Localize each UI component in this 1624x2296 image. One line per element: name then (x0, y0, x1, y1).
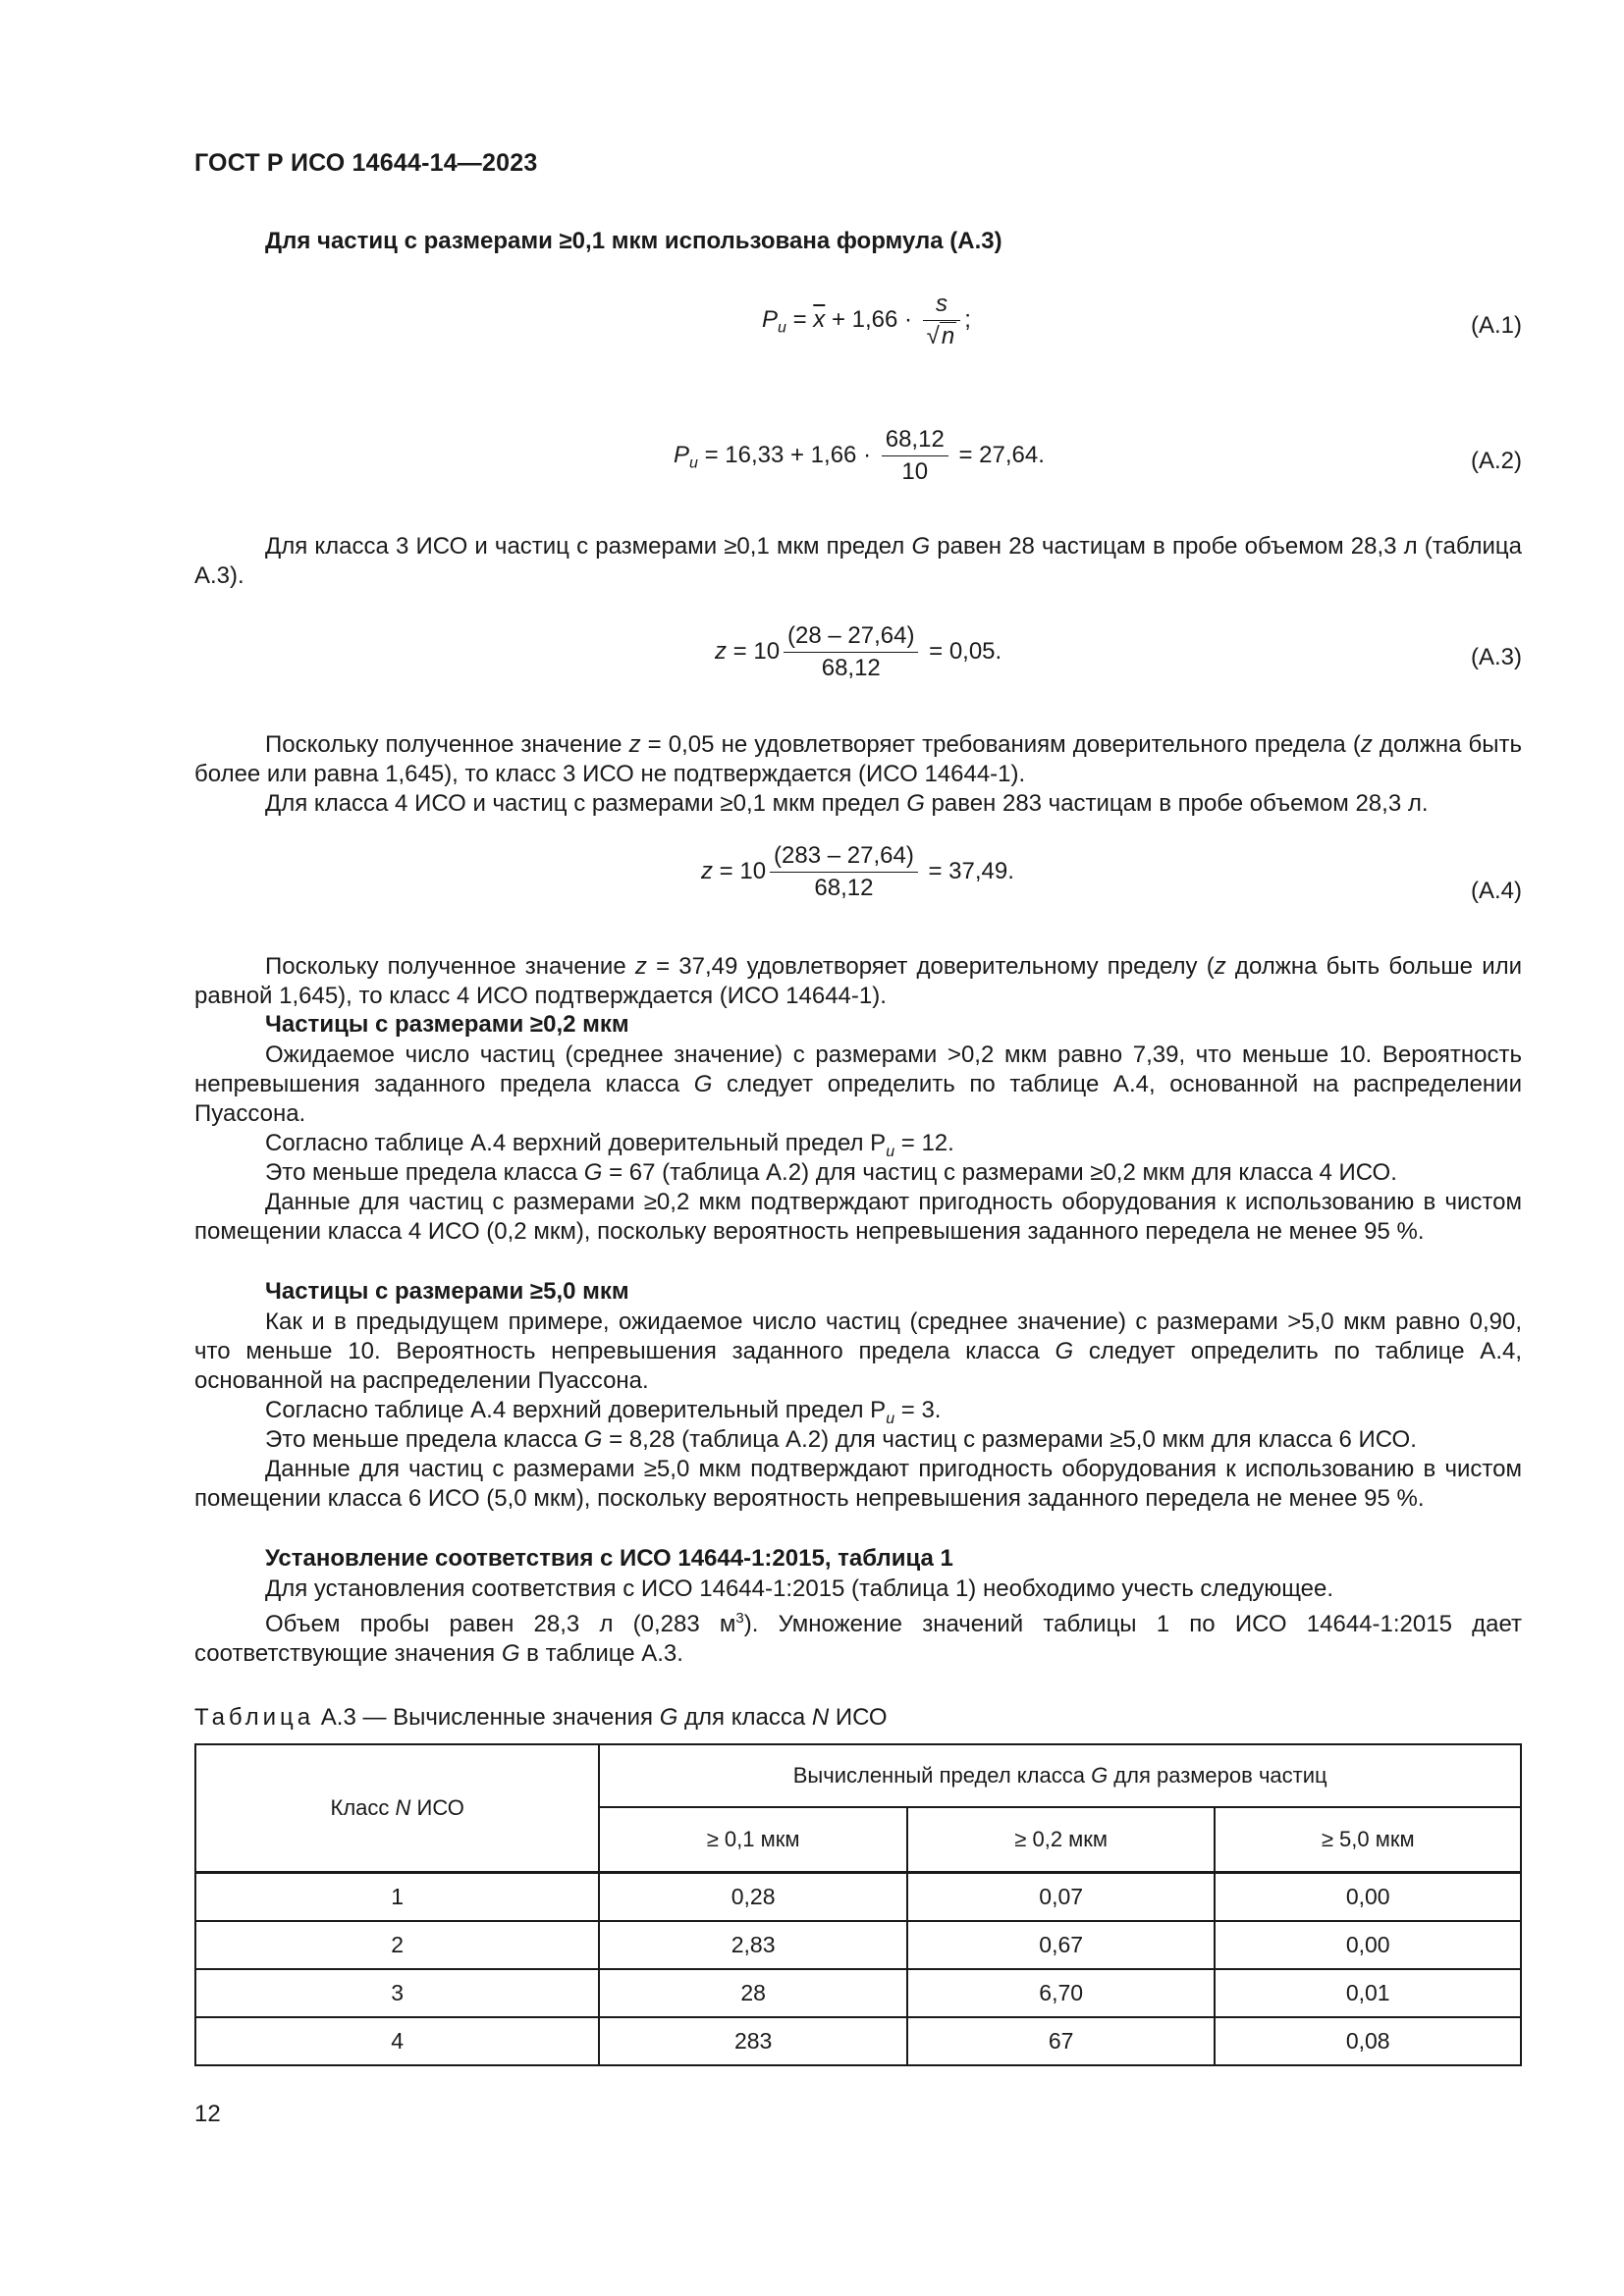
table-cell-class: 4 (195, 2017, 599, 2065)
paragraph-class3-not-confirmed: Поскольку полученное значение z = 0,05 не удовлетворяет требованиям доверительного предела (z должна быть более или равна 1,645), то класс 3 ИСО не подтверждается (ИСО 14644-1). (194, 731, 1523, 787)
table-cell-5-0um: 0,08 (1215, 2017, 1521, 2065)
table-header-class-text: Класс N ИСО (330, 1795, 464, 1820)
paragraph-0-2um-conclusion: Данные для частиц с размерами ≥0,2 мкм подтверждают пригодность оборудования к использованию в чистом помещении класса 4 ИСО (0,2 мкм), поскольку вероятность непревышения заданного передела не менее 95 %. (194, 1189, 1522, 1245)
eq2-tail: = 27,64. (951, 441, 1045, 468)
table-cell-0-2um: 0,67 (907, 1921, 1216, 1969)
table-cell-5-0um: 0,00 (1215, 1921, 1521, 1969)
eq1-denominator: n (941, 323, 955, 349)
eq4-mid: = 10 (713, 857, 767, 884)
page-number: 12 (194, 2101, 221, 2127)
table-row (195, 1921, 1521, 1969)
eq4-denominator: 68,12 (814, 875, 874, 901)
table-row (195, 1873, 1521, 1922)
eq3-mid: = 10 (727, 637, 781, 665)
eq3-denominator: 68,12 (821, 655, 881, 681)
eq3-tail: = 0,05. (922, 637, 1002, 665)
table-header-class (195, 1744, 599, 1873)
eq4-numerator: (283 – 27,64) (770, 842, 918, 873)
paragraph-5-0um-less-than: Это меньше предела класса G = 8,28 (таблица А.2) для частиц с размерами ≥5,0 мкм для класса 6 ИСО. (265, 1426, 1417, 1453)
table-caption (194, 1704, 888, 1732)
para10-sub: u (886, 1410, 895, 1427)
eq1-mid: + 1,66 · (825, 305, 919, 333)
equation-label-a2: (А.2) (1470, 448, 1522, 474)
table-cell-0-1um: 28 (599, 1969, 907, 2017)
para6-value: = 12. (894, 1130, 954, 1156)
eq1-xbar: $\overline{x}$ (813, 305, 826, 333)
eq2-numerator: 68,12 (882, 426, 948, 456)
table-cell-0-1um: 283 (599, 2017, 907, 2065)
para10-value: = 3. (894, 1397, 942, 1423)
subsection-compliance-title: Установление соответствия с ИСО 14644-1:2015, таблица 1 (265, 1545, 953, 1572)
table-header-group: Вычисленный предел класса G для размеров частиц (599, 1744, 1521, 1807)
eq1-equals: = (785, 305, 814, 333)
table-caption-label: Таблица (194, 1704, 315, 1731)
table-subheader-5-0um: ≥ 5,0 мкм (1215, 1807, 1521, 1873)
table-cell-5-0um: 0,00 (1215, 1873, 1521, 1922)
eq3-fraction (784, 622, 918, 682)
eq2-lhs-sub: u (689, 454, 698, 472)
paragraph-0-2um-expected: Ожидаемое число частиц (среднее значение) с размерами >0,2 мкм равно 7,39, что меньше 10. Вероятность непревышения заданного предела класса G следует определить по таблице А.4, основанной на распределении Пуассона. (194, 1041, 1522, 1127)
eq2-denominator: 10 (901, 458, 929, 485)
eq2-mid: = 16,33 + 1,66 · (697, 441, 878, 468)
eq3-numerator: (28 – 27,64) (784, 622, 918, 653)
table-a3 (194, 1743, 1522, 2066)
formula-intro: Для частиц с размерами ≥0,1 мкм использована формула (А.3) (265, 228, 1002, 254)
table-cell-0-2um: 67 (907, 2017, 1216, 2065)
eq1-fraction: $\frac{s}{√n}$ (923, 291, 961, 350)
table-cell-class: 2 (195, 1921, 599, 1969)
eq1-lhs: P (762, 305, 779, 333)
equation-a4 (701, 842, 1014, 902)
paragraph-5-0um-expected: Как и в предыдущем примере, ожидаемое число частиц (среднее значение) с размерами >5,0 мкм равно 0,90, что меньше 10. Вероятность непревышения заданного предела класса G следует определить по таблице А.4, основанной на распределении Пуассона. (194, 1308, 1522, 1394)
subsection-5-0um-title: Частицы с размерами ≥5,0 мкм (265, 1278, 629, 1305)
table-cell-0-2um: 6,70 (907, 1969, 1216, 2017)
table-cell-0-2um: 0,07 (907, 1873, 1216, 1922)
table-cell-0-1um: 0,28 (599, 1873, 907, 1922)
equation-a2 (674, 426, 1045, 486)
eq3-lhs: z (715, 637, 727, 665)
eq4-lhs: z (701, 857, 713, 884)
table-cell-class: 3 (195, 1969, 599, 2017)
paragraph-0-2um-less-than: Это меньше предела класса G = 67 (таблица А.2) для частиц с размерами ≥0,2 мкм для класса 4 ИСО. (265, 1159, 1397, 1186)
paragraph-class3-limit: Для класса 3 ИСО и частиц с размерами ≥0,1 мкм предел G равен 28 частицам в пробе объемом 28,3 л (таблица А.3). (194, 533, 1522, 589)
eq1-lhs-sub: u (778, 319, 786, 337)
para10-text: Согласно таблице А.4 верхний доверительный предел P (265, 1397, 887, 1423)
eq2-fraction (882, 426, 948, 486)
para14-text-a: Объем пробы равен 28,3 л (0,283 м (265, 1611, 736, 1637)
eq1-numerator: s (935, 291, 947, 317)
equation-a3 (715, 622, 1001, 682)
table-cell-class: 1 (195, 1873, 599, 1922)
paragraph-compliance-intro: Для установления соответствия с ИСО 14644-1:2015 (таблица 1) необходимо учесть следующее. (265, 1575, 1334, 1602)
equation-label-a4: (А.4) (1470, 878, 1522, 904)
paragraph-5-0um-conclusion: Данные для частиц с размерами ≥5,0 мкм подтверждают пригодность оборудования к использованию в чистом помещении класса 6 ИСО (5,0 мкм), поскольку вероятность непревышения заданного передела не менее 95 %. (194, 1456, 1522, 1512)
table-row (195, 1969, 1521, 2017)
subsection-0-2um-title: Частицы с размерами ≥0,2 мкм (265, 1011, 629, 1038)
eq4-tail: = 37,49. (921, 857, 1014, 884)
equation-label-a1: (А.1) (1470, 312, 1522, 339)
table-row (195, 2017, 1521, 2065)
paragraph-class4-confirmed: Поскольку полученное значение z = 37,49 удовлетворяет доверительному пределу (z должна быть больше или равной 1,645), то класс 4 ИСО подтверждается (ИСО 14644-1). (194, 953, 1523, 1009)
table-subheader-0-1um: ≥ 0,1 мкм (599, 1807, 907, 1873)
table-cell-0-1um: 2,83 (599, 1921, 907, 1969)
equation-label-a3: (А.3) (1470, 644, 1522, 670)
para14-sup: 3 (735, 1610, 744, 1627)
table-caption-text: А.3 — Вычисленные значения G для класса N ИСО (314, 1704, 888, 1731)
para6-sub: u (886, 1143, 895, 1160)
eq4-fraction (770, 842, 918, 902)
table-cell-5-0um: 0,01 (1215, 1969, 1521, 2017)
paragraph-class4-limit: Для класса 4 ИСО и частиц с размерами ≥0,1 мкм предел G равен 283 частицам в пробе объемом 28,3 л. (265, 790, 1429, 817)
para14-text-b: ). Умножение значений таблицы 1 по ИСО 14644-1:2015 дает соответствующие значения G в таблице А.3. (194, 1611, 1523, 1667)
document-header: ГОСТ Р ИСО 14644-14—2023 (194, 149, 538, 177)
paragraph-sample-volume (194, 1604, 1522, 1669)
para6-text: Согласно таблице А.4 верхний доверительный предел P (265, 1130, 887, 1156)
eq2-lhs: P (674, 441, 690, 468)
table-subheader-0-2um: ≥ 0,2 мкм (907, 1807, 1216, 1873)
equation-a1 (762, 291, 971, 350)
eq1-tail: ; (964, 305, 971, 333)
